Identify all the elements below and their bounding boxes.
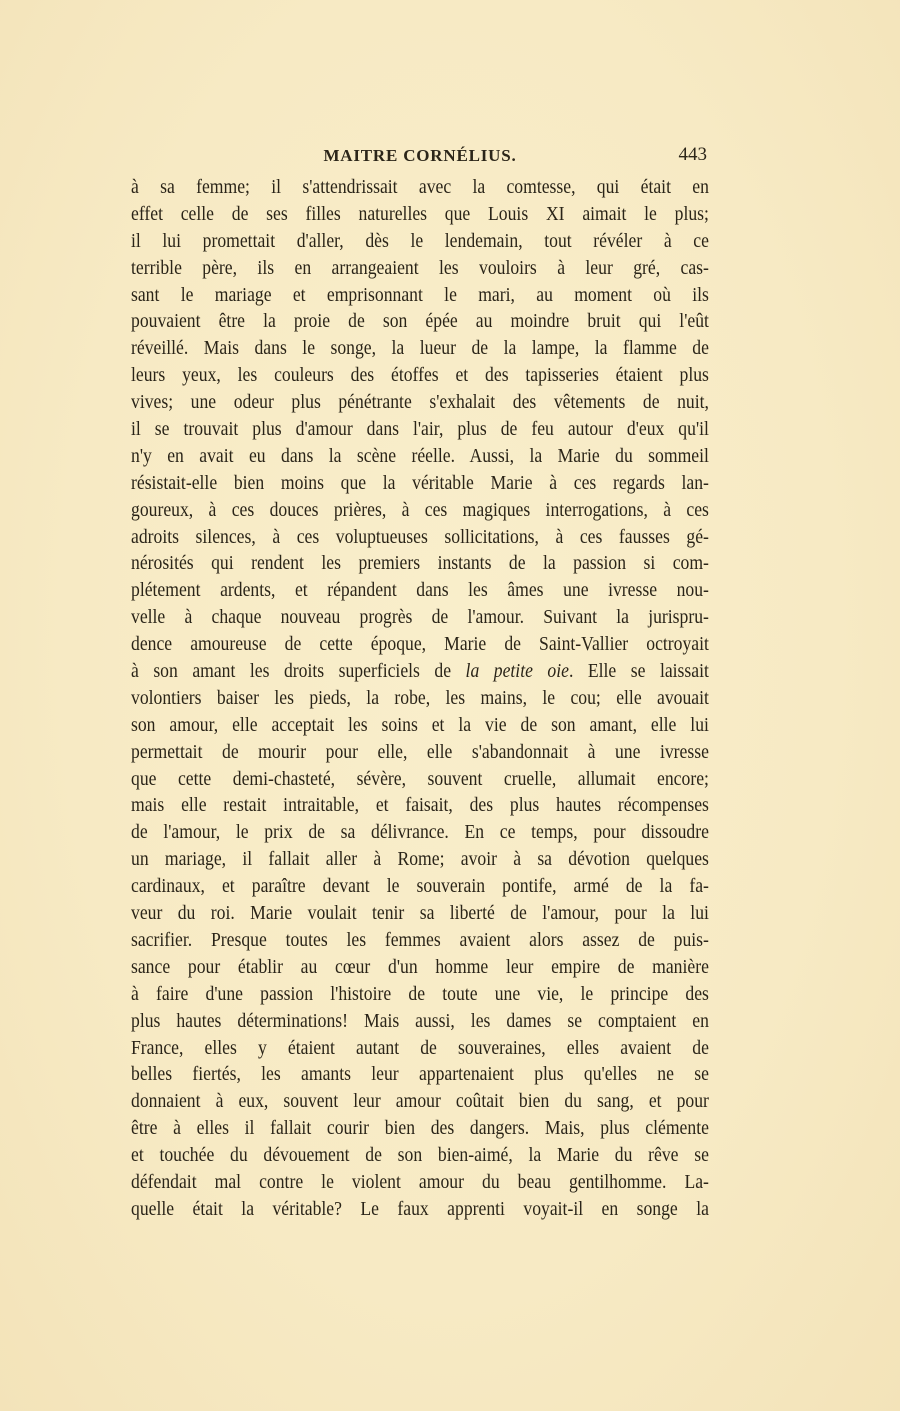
- running-title: MAITRE CORNÉLIUS.: [323, 146, 517, 165]
- text-line: et touchée du dévouement de son bien-aimé, la Marie du rêve se: [131, 1144, 709, 1167]
- text-line: résistait-elle bien moins que la véritable Marie à ces regards lan-: [131, 471, 709, 494]
- running-head: [131, 146, 709, 170]
- text-line: vives; une odeur plus pénétrante s'exhalait des vêtements de nuit,: [131, 391, 709, 414]
- text-line: être à elles il fallait courir bien des dangers. Mais, plus clémente: [131, 1117, 709, 1140]
- text-line: sacrifier. Presque toutes les femmes avaient alors assez de puis-: [131, 928, 709, 951]
- text-line: permettait de mourir pour elle, elle s'abandonnait à une ivresse: [131, 740, 709, 763]
- text-line: il lui promettait d'aller, dès le lendemain, tout révéler à ce: [131, 229, 709, 252]
- text-line: défendait mal contre le violent amour du beau gentilhomme. La-: [131, 1170, 709, 1193]
- text-line: volontiers baiser les pieds, la robe, les mains, le cou; elle avouait: [131, 686, 709, 709]
- text-line: n'y en avait eu dans la scène réelle. Aussi, la Marie du sommeil: [131, 444, 709, 467]
- text-line: un mariage, il fallait aller à Rome; avoir à sa dévotion quelques: [131, 848, 709, 871]
- text-line: pouvaient être la proie de son épée au moindre bruit qui l'eût: [131, 310, 709, 333]
- text-line: mais elle restait intraitable, et faisait, des plus hautes récompenses: [131, 794, 709, 817]
- text-line: dence amoureuse de cette époque, Marie de Saint-Vallier octroyait: [131, 633, 709, 656]
- text-line: velle à chaque nouveau progrès de l'amour. Suivant la jurispru-: [131, 606, 709, 629]
- text-line: donnaient à eux, souvent leur amour coûtait bien du sang, et pour: [131, 1090, 709, 1113]
- page-number: 443: [678, 144, 707, 165]
- text-line: effet celle de ses filles naturelles que Louis XI aimait le plus;: [131, 202, 709, 225]
- text-segment: à son amant les droits superficiels de: [131, 660, 466, 683]
- text-line: sance pour établir au cœur d'un homme leur empire de manière: [131, 955, 709, 978]
- italic-phrase: la petite oie: [465, 660, 569, 683]
- text-line: il se trouvait plus d'amour dans l'air, plus de feu autour d'eux qu'il: [131, 418, 709, 441]
- text-line: sant le mariage et emprisonnant le mari, au moment où ils: [131, 283, 709, 306]
- text-line: à faire d'une passion l'histoire de toute une vie, le principe des: [131, 982, 709, 1005]
- text-line: que cette demi-chasteté, sévère, souvent cruelle, allumait encore;: [131, 767, 709, 790]
- text-line: de l'amour, le prix de sa délivrance. En ce temps, pour dissoudre: [131, 821, 709, 844]
- body-text: [131, 174, 709, 1223]
- text-line: réveillé. Mais dans le songe, la lueur de la lampe, la flamme de: [131, 337, 709, 360]
- text-line: terrible père, ils en arrangeaient les vouloirs à leur gré, cas-: [131, 256, 709, 279]
- text-line: nérosités qui rendent les premiers instants de la passion si com-: [131, 552, 709, 575]
- text-line: adroits silences, à ces voluptueuses sollicitations, à ces fausses gé-: [131, 525, 709, 548]
- text-line: France, elles y étaient autant de souveraines, elles avaient de: [131, 1036, 709, 1059]
- text-line: à sa femme; il s'attendrissait avec la comtesse, qui était en: [131, 176, 709, 198]
- text-line: plus hautes déterminations! Mais aussi, les dames se comptaient en: [131, 1009, 709, 1032]
- text-line: belles fiertés, les amants leur appartenaient plus qu'elles ne se: [131, 1063, 709, 1086]
- text-segment: . Elle se laissait: [568, 660, 709, 683]
- text-line-with-italic: [131, 658, 709, 685]
- text-line: goureux, à ces douces prières, à ces magiques interrogations, à ces: [131, 498, 709, 521]
- text-line: quelle était la véritable? Le faux apprenti voyait-il en songe la: [131, 1197, 709, 1220]
- text-line: leurs yeux, les couleurs des étoffes et des tapisseries étaient plus: [131, 364, 709, 387]
- text-line: son amour, elle acceptait les soins et la vie de son amant, elle lui: [131, 713, 709, 736]
- text-line: plétement ardents, et répandent dans les âmes une ivresse nou-: [131, 579, 709, 602]
- text-line: cardinaux, et paraître devant le souverain pontife, armé de la fa-: [131, 875, 709, 898]
- text-line: veur du roi. Marie voulait tenir sa liberté de l'amour, pour la lui: [131, 902, 709, 925]
